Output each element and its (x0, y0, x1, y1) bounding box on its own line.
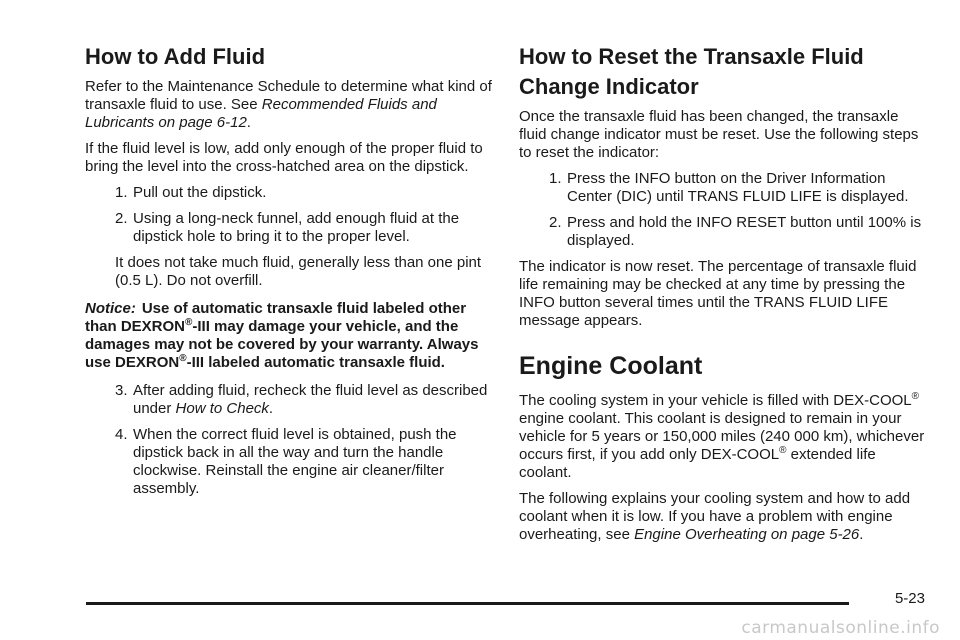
paragraph-coolant-intro: The cooling system in your vehicle is filled with DEX-COOL® engine coolant. This coolant is designed to remain in your vehicle for 5 years or 150,000 miles (240 000 km), whichever occurs first, if you add only DEX-COOL® extended life coolant. (519, 391, 925, 481)
notice-block: Notice: Use of automatic transaxle fluid labeled other than DEXRON®-III may damage your vehicle, and the damages may not be covered by your warranty. Always use DEXRON®-III labeled automatic transaxle fluid. (85, 300, 479, 371)
notice-label: Notice: (85, 300, 136, 317)
chapter-heading-engine-coolant: Engine Coolant (519, 352, 703, 380)
step-2-note: It does not take much fluid, generally less than one pint (0.5 L). Do not overfill. (115, 254, 482, 289)
paragraph-low-fluid: If the fluid level is low, add only enough of the proper fluid to bring the level into the cross-hatched area on the dipstick. (85, 140, 483, 175)
xref-recommended-fluids[interactable]: Recommended Fluids and Lubricants on page 6-12 (85, 96, 437, 131)
right-column (519, 42, 929, 552)
page-number: 5-23 (894, 590, 925, 607)
step-4: 4. When the correct fluid level is obtained, push the dipstick back in all the way and turn the handle clockwise. Reinstall the engine air cleaner/filter assembly. (115, 426, 457, 497)
xref-how-to-check[interactable]: How to Check (175, 400, 269, 417)
paragraph-maintenance-reference: Refer to the Maintenance Schedule to determine what kind of transaxle fluid to use. See Recommended Fluids and Lubricants on page 6-12. (85, 78, 492, 131)
paragraph-cooling-system: The following explains your cooling system and how to add coolant when it is low. If you have a problem with engine overheating, see Engine Overheating on page 5-26. (519, 490, 911, 543)
reset-step-1: 1. Press the INFO button on the Driver Information Center (DIC) until TRANS FLUID LIFE is displayed. (549, 170, 909, 205)
reset-step-2: 2. Press and hold the INFO RESET button until 100% is displayed. (549, 214, 922, 249)
footer-rule (86, 602, 849, 605)
paragraph-reset-intro: Once the transaxle fluid has been changed, the transaxle fluid change indicator must be reset. Use the following steps to reset the indicator: (519, 108, 919, 161)
left-column (85, 42, 495, 506)
step-1: 1. Pull out the dipstick. (115, 184, 267, 201)
section-heading-add-fluid: How to Add Fluid (85, 44, 266, 69)
step-3: 3. After adding fluid, recheck the fluid level as described under How to Check. (115, 382, 488, 417)
paragraph-indicator-reset: The indicator is now reset. The percentage of transaxle fluid life remaining may be checked at any time by pressing the INFO button several times until the TRANS FLUID LIFE message appears. (519, 258, 917, 329)
section-heading-reset-indicator: How to Reset the Transaxle Fluid Change Indicator (519, 44, 864, 99)
step-2: 2. Using a long-neck funnel, add enough fluid at the dipstick hole to bring it to the proper level. (115, 210, 460, 245)
watermark: carmanualsonline.info (741, 618, 940, 638)
xref-engine-overheating[interactable]: Engine Overheating on page 5-26 (634, 526, 860, 543)
